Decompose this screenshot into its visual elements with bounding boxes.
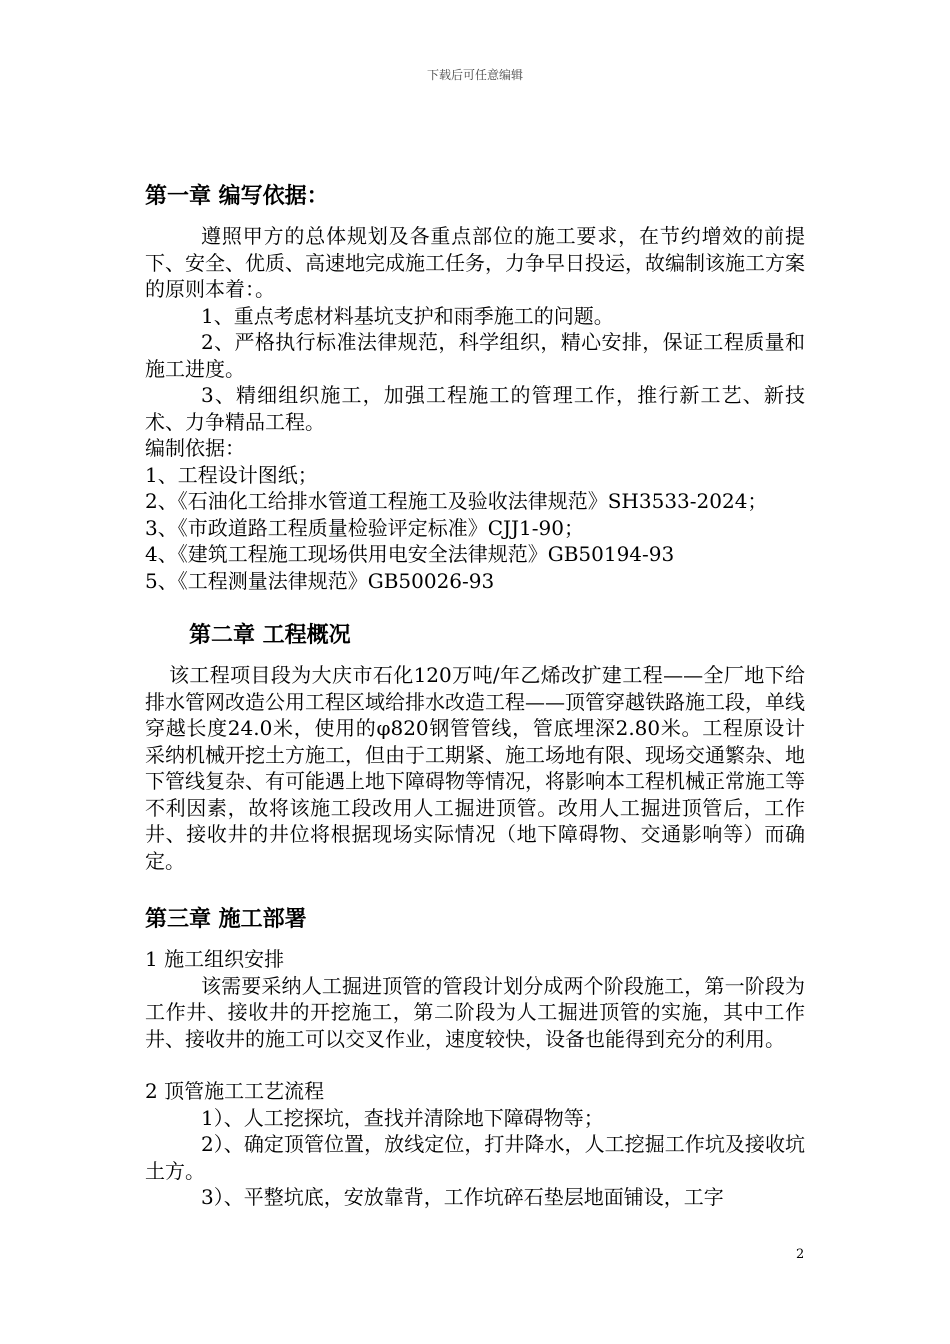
principle-2: 2、严格执行标准法律规范，科学组织，精心安排，保证工程质量和施工进度。 <box>145 330 805 381</box>
principle-3: 3、精细组织施工，加强工程施工的管理工作，推行新工艺、新技术、力争精品工程。 <box>145 383 805 434</box>
chapter1-title: 第一章 编写依据： <box>145 184 329 209</box>
basis-item-4: 4、《建筑工程施工现场供用电安全法律规范》GB50194-93 <box>145 542 675 566</box>
section2-title: 2 顶管施工工艺流程 <box>145 1079 325 1103</box>
chapter2-body: 该工程项目段为大庆市石化120万吨/年乙烯改扩建工程——全厂地下给排水管网改造公用工程区域给排水改造工程——顶管穿越铁路施工段，单线穿越长度24.0米，使用的φ820钢管管线，管底埋深2.80米。工程原设计采纳机械开挖土方施工，但由于工期紧、施工场地有限、现场交通繁杂、地下管线复杂、有可能遇上地下障碍物等情况，将影响本工程机械正常施工等不利因素，故将该施工段改用人工掘进顶管。改用人工掘进顶管后，工作井、接收井的井位将根据现场实际情况（地下障碍物、交通影响等）而确定。 <box>145 663 805 873</box>
chapter3-title: 第三章 施工部署 <box>145 907 307 932</box>
page-header: 下载后可任意编辑 <box>426 68 523 82</box>
basis-label: 编制依据： <box>145 436 245 460</box>
section1-title: 1 施工组织安排 <box>145 947 285 971</box>
chapter1-intro: 遵照甲方的总体规划及各重点部位的施工要求，在节约增效的前提下、安全、优质、高速地完成施工任务，力争早日投运，故编制该施工方案的原则本着：。 <box>145 224 805 301</box>
basis-item-2: 2、《石油化工给排水管道工程施工及验收法律规范》SH3533-2024； <box>145 489 768 513</box>
principle-1: 1、重点考虑材料基坑支护和雨季施工的问题。 <box>201 303 614 328</box>
basis-item-1: 1、工程设计图纸； <box>145 462 318 487</box>
basis-item-3: 3、《市政道路工程质量检验评定标准》CJJ1-90； <box>145 515 584 540</box>
basis-item-5: 5、《工程测量法律规范》GB50026-93 <box>145 568 495 593</box>
step-3: 3）、平整坑底，安放靠背，工作坑碎石垫层地面铺设，工字 <box>201 1185 724 1209</box>
chapter2-title: 第二章 工程概况 <box>189 623 351 648</box>
page-content <box>145 181 805 1211</box>
step-2: 2）、确定顶管位置，放线定位，打井降水，人工挖掘工作坑及接收坑土方。 <box>145 1132 805 1183</box>
page-number: 2 <box>796 1247 805 1262</box>
section1-body: 该需要采纳人工掘进顶管的管段计划分成两个阶段施工，第一阶段为工作井、接收井的开挖施工，第二阶段为人工掘进顶管的实施，其中工作井、接收井的施工可以交叉作业，速度较快，设备也能得到充分的利用。 <box>145 973 805 1051</box>
step-1: 1）、人工挖探坑，查找并清除地下障碍物等； <box>201 1105 604 1130</box>
